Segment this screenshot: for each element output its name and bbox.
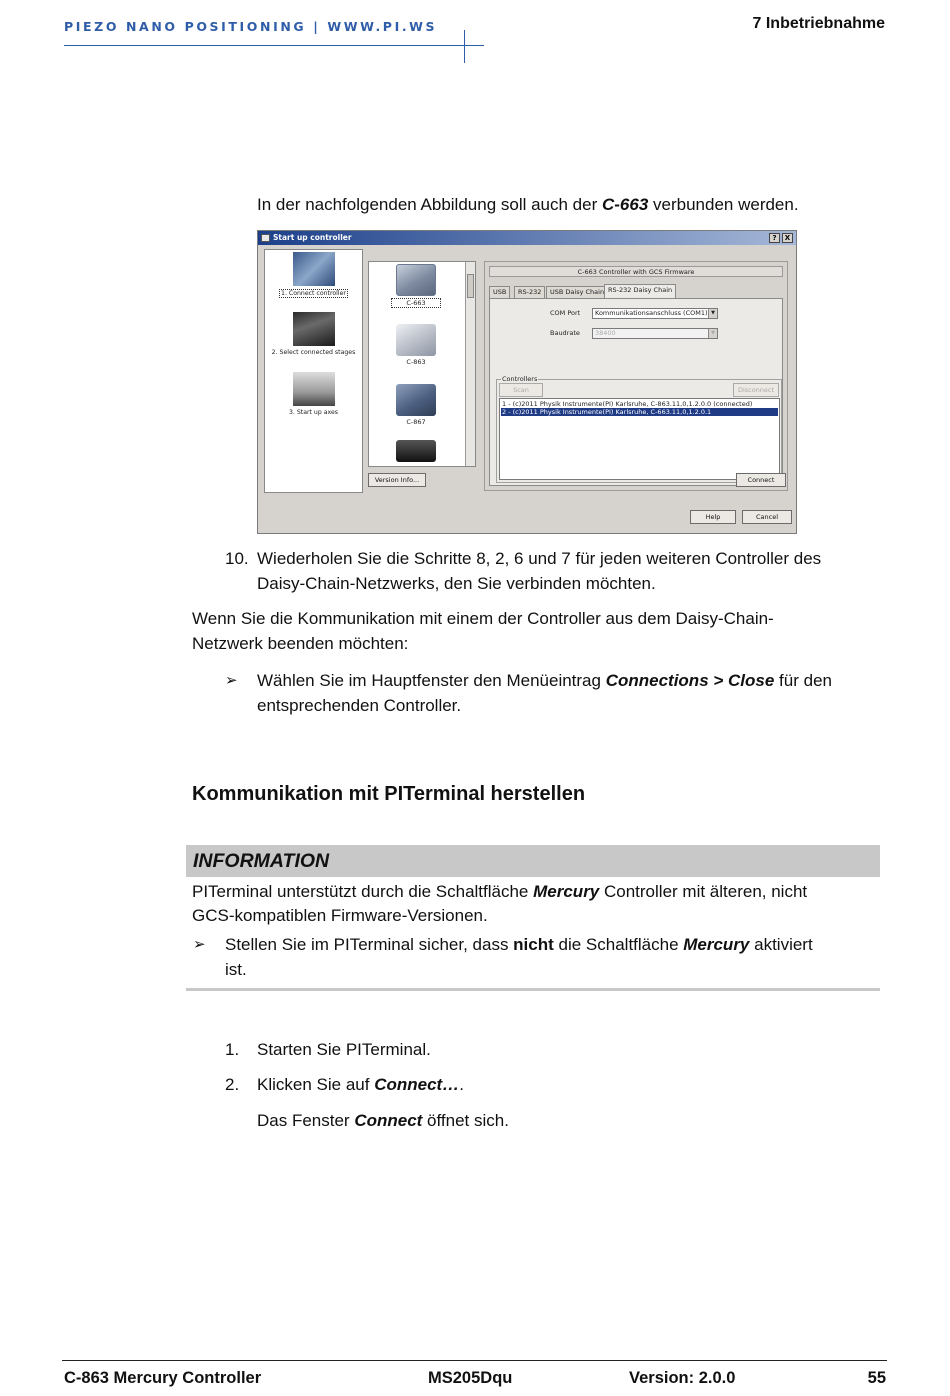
tab-content [489,298,783,486]
information-bullet-start: Stellen Sie im PITerminal sicher, dass [225,935,514,954]
intro-text: In der nachfolgenden Abbildung soll auch der [257,195,602,214]
step-result [257,1108,509,1133]
step-number: 1. [225,1040,240,1059]
information-bullet-continued: ist. [225,960,247,979]
device-item[interactable] [391,440,441,462]
nicht-emphasis: nicht [513,935,554,954]
device-c863-icon [396,324,436,356]
step-start-axes[interactable] [265,372,362,416]
version-info-button[interactable]: Version Info... [368,473,426,487]
bullet-text-end: für den [774,671,832,690]
information-bullet [225,932,813,957]
disconnect-button[interactable]: Disconnect [733,383,779,397]
information-text-start: PITerminal unterstützt durch die Schaltfläche [192,882,534,901]
information-bullet-mid: die Schaltfläche [553,935,684,954]
footer-product: C-863 Mercury Controller [64,1369,262,1387]
bullet-text [257,668,832,693]
tab-usb[interactable]: USB [489,286,510,298]
stages-icon [293,312,335,346]
window-icon [261,234,270,242]
step-label: 2. Select connected stages [271,349,356,356]
page-number: 55 [867,1369,886,1387]
step-text-start: Klicken Sie auf [257,1075,375,1094]
cancel-button[interactable]: Cancel [742,510,792,524]
footer-version: Version: 2.0.0 [629,1369,736,1387]
device-list-scrollbar[interactable] [465,262,475,466]
step-number: 10. [225,549,249,568]
paragraph-continued: Netzwerk beenden möchten: [192,634,409,653]
com-port-select[interactable] [592,308,718,319]
baudrate-select[interactable] [592,328,718,339]
baudrate-label: Baudrate [550,329,580,337]
arrow-bullet-icon: ➢ [225,671,238,689]
information-text [192,879,807,904]
wizard-steps-panel [264,249,363,493]
tab-usb-daisy-chain[interactable]: USB Daisy Chain [546,286,608,298]
device-label: C-867 [406,418,426,426]
scan-button[interactable]: Scan [499,383,543,397]
arrow-bullet-icon: ➢ [193,935,206,953]
firmware-label: C-663 Controller with GCS Firmware [489,266,783,277]
controller-list-row-selected[interactable]: 2 - (c)2011 Physik Instrumente(PI) Karlsruhe, C-663.11,0,1.2.0.1 [501,408,778,416]
connection-panel [484,261,788,491]
device-list[interactable] [368,261,476,467]
help-titlebar-button[interactable]: ? [769,233,780,243]
step-text [257,1072,464,1097]
chevron-down-icon[interactable]: ▼ [708,309,717,318]
com-port-value: Kommunikationsanschluss (COM1) [595,309,708,317]
information-text-end: Controller mit älteren, nicht [599,882,808,901]
controller-board-icon [293,252,335,286]
controllers-group [496,375,782,483]
step-connect-controller[interactable] [265,252,362,298]
chevron-down-icon[interactable]: ▼ [708,329,717,338]
dialog-title: Start up controller [273,233,352,242]
header-rule [64,45,484,46]
paragraph: Wenn Sie die Kommunikation mit einem der Controller aus dem Daisy-Chain- [192,609,774,628]
connect-button[interactable]: Connect [736,473,786,487]
intro-paragraph [257,192,799,217]
mercury-emphasis: Mercury [683,935,750,954]
footer-document-id: MS205Dqu [428,1369,513,1387]
mercury-emphasis: Mercury [533,882,600,901]
device-item[interactable] [391,384,441,426]
com-port-label: COM Port [550,309,581,317]
information-box-rule [186,988,880,991]
device-label: C-663 [391,298,441,308]
footer-rule [62,1360,887,1361]
intro-emphasis: C-663 [601,195,649,214]
device-label: C-863 [406,358,426,366]
intro-text-end: verbunden werden. [648,195,799,214]
start-up-controller-dialog [257,230,797,534]
step-text-end: . [459,1075,464,1094]
brand-header: PIEZO NANO POSITIONING | WWW.PI.WS [64,19,438,34]
information-title: INFORMATION [193,850,330,872]
device-item[interactable] [391,324,441,366]
step-result-start: Das Fenster [257,1111,355,1130]
step-label: 1. Connect controller [281,290,346,297]
tab-rs232-daisy-chain[interactable]: RS-232 Daisy Chain [604,284,676,298]
step-text: Wiederholen Sie die Schritte 8, 2, 6 und 7 für jeden weiteren Controller des [257,549,822,568]
controller-list[interactable] [499,398,780,480]
step-number: 2. [225,1075,240,1094]
device-item[interactable] [391,264,441,308]
step-result-end: öffnet sich. [422,1111,509,1130]
information-text-continued: GCS-kompatiblen Firmware-Versionen. [192,906,488,925]
step-text-continued: Daisy-Chain-Netzwerks, den Sie verbinden möchten. [257,574,656,593]
tab-rs232[interactable]: RS-232 [514,286,545,298]
baudrate-value: 38400 [595,329,616,337]
bullet-text-start: Wählen Sie im Hauptfenster den Menüeintrag [257,671,606,690]
connect-emphasis: Connect… [374,1075,460,1094]
menu-path: Connections > Close [605,671,775,690]
device-c867-icon [396,384,436,416]
header-cross-mark [464,30,465,63]
help-button[interactable]: Help [690,510,736,524]
controller-list-row[interactable]: 1 - (c)2011 Physik Instrumente(PI) Karlsruhe, C-863.11,0,1.2.0.0 (connected) [502,400,753,408]
start-axes-icon [293,372,335,406]
chapter-title: 7 Inbetriebnahme [752,15,885,32]
device-c663-icon [396,264,436,296]
controllers-label: Controllers [502,375,538,383]
step-select-stages[interactable] [265,312,362,356]
step-text: Starten Sie PITerminal. [257,1040,431,1059]
information-bullet-end: aktiviert [749,935,813,954]
close-titlebar-button[interactable]: X [782,233,793,243]
bullet-text-continued: entsprechenden Controller. [257,696,462,715]
section-heading: Kommunikation mit PITerminal herstellen [192,783,586,805]
step-label: 3. Start up axes [288,409,339,416]
device-black-icon [396,440,436,462]
connect-window-emphasis: Connect [354,1111,423,1130]
dialog-titlebar [258,231,796,245]
